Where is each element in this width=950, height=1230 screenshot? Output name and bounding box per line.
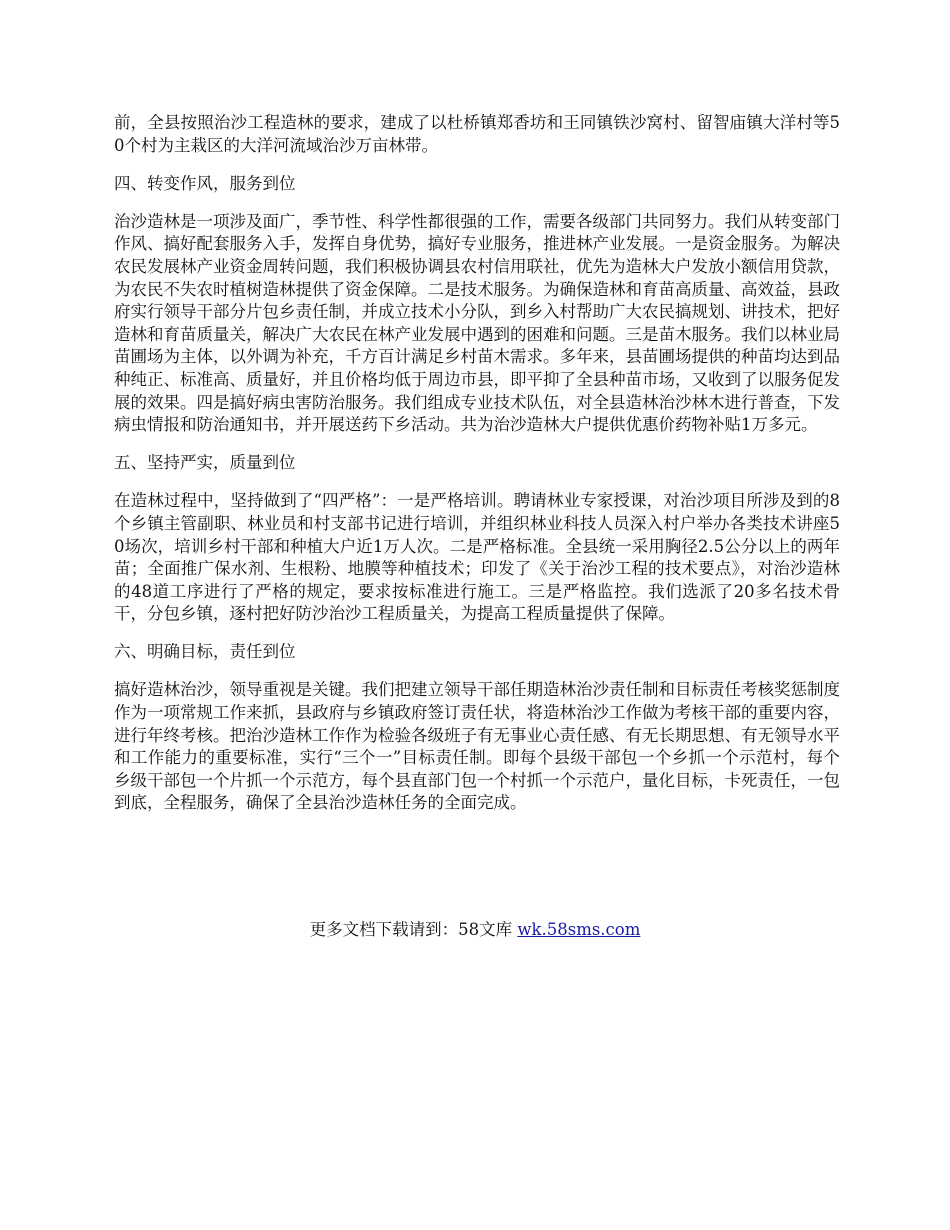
- paragraph-quality: 在造林过程中，坚持做到了“四严格”：一是严格培训。聘请林业专家授课，对治沙项目所涉及到的8个乡镇主管副职、林业员和村支部书记进行培训，并组织林业科技人员深入村户举办各类技术讲座50场次，培训乡村干部和种植大户近1万人次。二是严格标准。全县统一采用胸径2.5公分以上的两年苗；全面推广保水剂、生根粉、地膜等种植技术；印发了《关于治沙工程的技术要点》，对治沙造林的48道工序进行了严格的规定，要求按标准进行施工。三是严格监控。我们选派了20多名技术骨干，分包乡镇，逐村把好防沙治沙工程质量关，为提高工程质量提供了保障。: [114, 491, 840, 624]
- footer-prefix-text: 更多文档下载请到：58文库: [309, 920, 513, 939]
- paragraph-service: 治沙造林是一项涉及面广，季节性、科学性都很强的工作，需要各级部门共同努力。我们从转变部门作风、搞好配套服务入手，发挥自身优势，搞好专业服务，推进林产业发展。一是资金服务。为解决农民发展林产业资金周转问题，我们积极协调县农村信用联社，优先为造林大户发放小额信用贷款，为农民不失农时植树造林提供了资金保障。二是技术服务。为确保造林和育苗高质量、高效益，县政府实行领导干部分片包乡责任制，并成立技术小分队，到乡入村帮助广大农民搞规划、讲技术，把好造林和育苗质量关，解决广大农民在林产业发展中遇到的困难和问题。三是苗木服务。我们以林业局苗圃场为主体，以外调为补充，千方百计满足乡村苗木需求。多年来，县苗圃场提供的种苗均达到品种纯正、标准高、质量好，并且价格均低于周边市县，即平抑了全县种苗市场，又收到了以服务促发展的效果。四是搞好病虫害防治服务。我们组成专业技术队伍，对全县造林治沙林木进行普查，下发病虫情报和防治通知书，并开展送药下乡活动。共为治沙造林大户提供优惠价药物补贴1万多元。: [114, 211, 840, 435]
- download-footer: [0, 919, 950, 941]
- section-heading-6: 六、明确目标，责任到位: [114, 642, 296, 662]
- document-body: [114, 112, 840, 831]
- section-heading-4: 四、转变作风，服务到位: [114, 173, 296, 193]
- paragraph-responsibility: 搞好造林治沙，领导重视是关键。我们把建立领导干部任期造林治沙责任制和目标责任考核奖惩制度作为一项常规工作来抓，县政府与乡镇政府签订责任状，将造林治沙工作做为考核干部的重要内容，进行年终考核。把治沙造林工作作为检验各级班子有无事业心责任感、有无长期思想、有无领导水平和工作能力的重要标准，实行“三个一”目标责任制。即每个县级干部包一个乡抓一个示范村，每个乡级干部包一个片抓一个示范方，每个县直部门包一个村抓一个示范户，量化目标，卡死责任，一包到底，全程服务，确保了全县治沙造林任务的全面完成。: [114, 680, 840, 813]
- paragraph-intro: 前，全县按照治沙工程造林的要求，建成了以杜桥镇郑香坊和王同镇铁沙窝村、留智庙镇大洋村等50个村为主栽区的大洋河流域治沙万亩林带。: [114, 113, 840, 155]
- footer-site-link[interactable]: wk.58sms.com: [517, 920, 641, 939]
- section-heading-5: 五、坚持严实，质量到位: [114, 453, 296, 473]
